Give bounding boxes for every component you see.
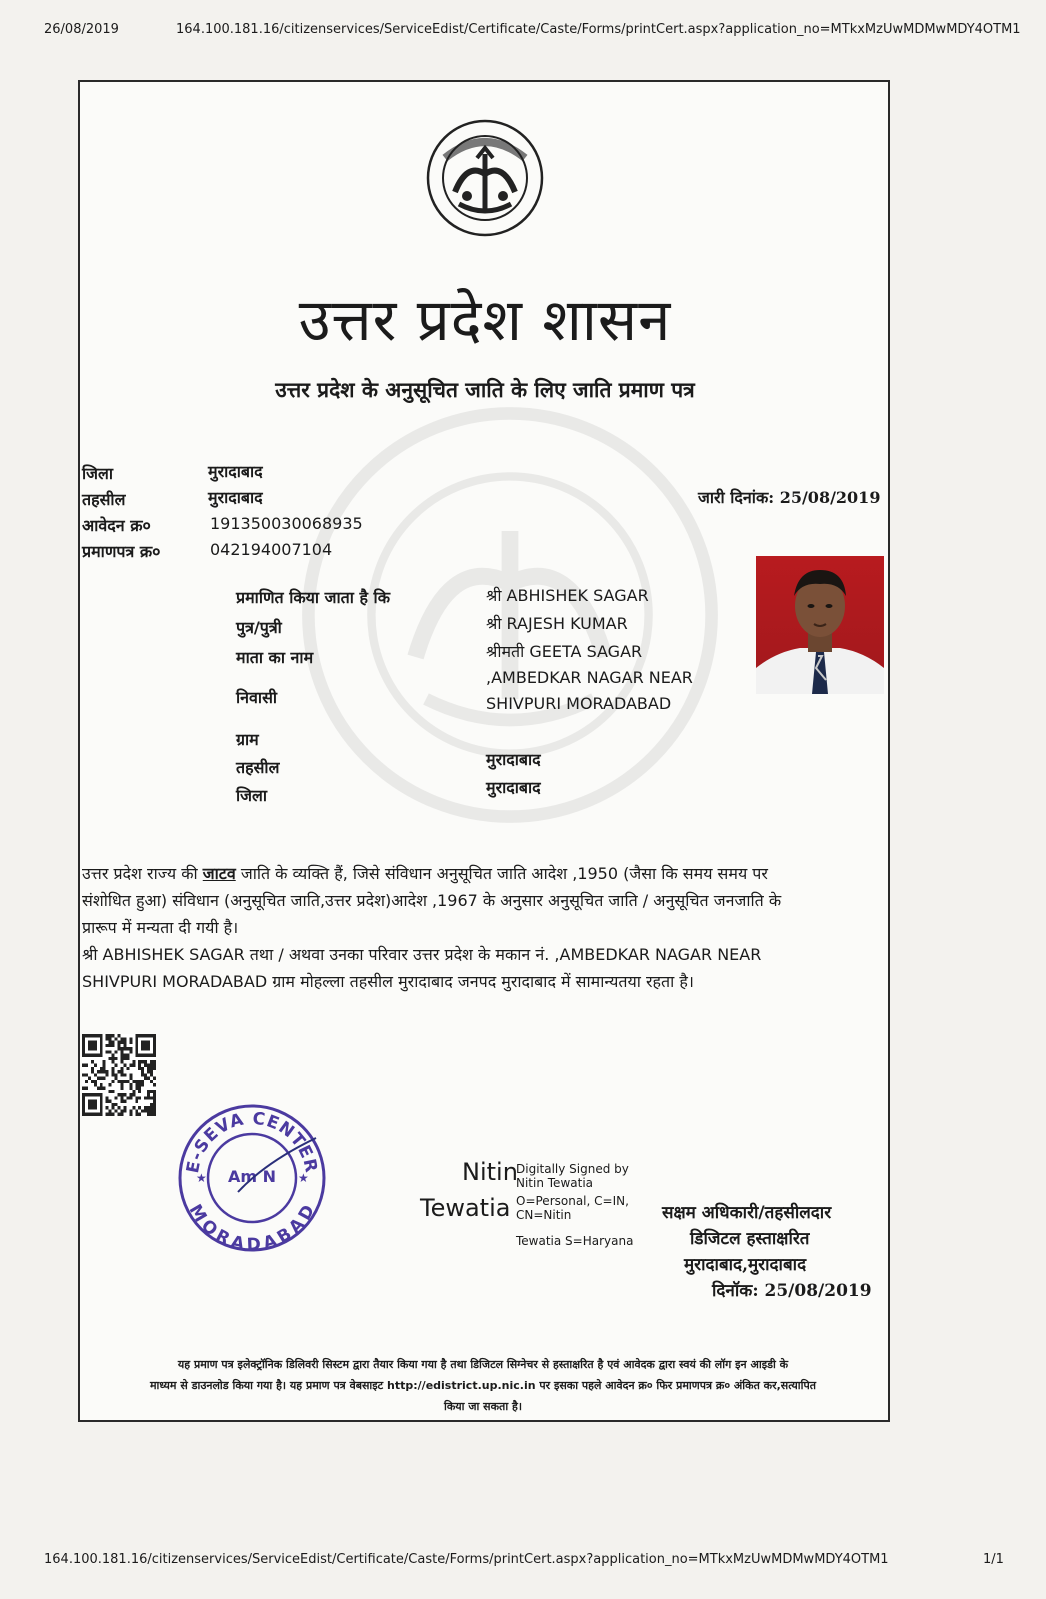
district-label: जिला — [82, 464, 114, 483]
page-title: उत्तर प्रदेश शासन — [298, 286, 672, 354]
tehsil-label: तहसील — [82, 490, 126, 509]
caste-paragraph — [82, 860, 852, 995]
print-date: 26/08/2019 — [44, 22, 119, 37]
person-tehsil-value: मुरादाबाद — [486, 750, 541, 769]
signer-last-name: Tewatia — [420, 1194, 511, 1222]
up-emblem-icon — [425, 118, 545, 238]
signer-first-name: Nitin — [462, 1158, 518, 1186]
tehsil-value: मुरादाबाद — [208, 488, 263, 507]
qr-code-icon — [82, 1034, 156, 1116]
stamp-top-text: E-SEVA CENTER — [183, 1108, 321, 1175]
certificate-subtitle: उत्तर प्रदेश के अनुसूचित जाति के लिए जाति प्रमाण पत्र — [275, 377, 695, 402]
eseva-stamp — [176, 1102, 328, 1254]
person-district-label: जिला — [236, 786, 268, 805]
signature-details: Digitally Signed by Nitin Tewatia O=Personal, C=IN, CN=Nitin — [516, 1162, 629, 1222]
svg-text:★: ★ — [196, 1171, 207, 1185]
mother-name: श्रीमती GEETA SAGAR — [486, 642, 643, 661]
paragraph-text: उत्तर प्रदेश राज्य की — [82, 864, 203, 883]
officer-designation: सक्षम अधिकारी/तहसीलदार — [662, 1203, 832, 1223]
paragraph-line-2: संशोधित हुआ) संविधान (अनुसूचित जाति,उत्तर प्रदेश)आदेश ,1967 के अनुसार अनुसूचित जाति / अनुसूचित जनजाति के — [82, 891, 782, 910]
page-count: 1/1 — [983, 1552, 1004, 1567]
person-district-value: मुरादाबाद — [486, 778, 541, 797]
officer-date: दिनॉक: 25/08/2019 — [712, 1281, 872, 1301]
disclaimer: यह प्रमाण पत्र इलेक्ट्रॉनिक डिलिवरी सिस्टम द्वारा तैयार किया गया है तथा डिजिटल सिग्नेचर से हस्ताक्षरित है एवं आवेदक द्वारा स्वयं की लॉग इन आइडी के माध्यम से डाउनलोड किया गया है। यह प्रमाण पत्र वेबसाइट http://edistrict.up.nic.in पर इसका पहले आवेदन क्र० फिर प्रमाणपत्र क्र० अंकित कर,सत्यापित किया जा सकता है। — [149, 1358, 817, 1413]
caste-name: जाटव — [202, 864, 236, 883]
paragraph-line-3: प्रारूप में मन्यता दी गयी है। — [82, 918, 239, 937]
mother-label: माता का नाम — [236, 648, 314, 667]
officer-location: मुरादाबाद,मुरादाबाद — [684, 1255, 807, 1275]
applicant-photo — [756, 556, 884, 694]
residence-line-2: SHIVPURI MORADABAD ग्राम मोहल्ला तहसील मुरादाबाद जनपद मुरादाबाद में सामान्यतया रहता है। — [82, 972, 694, 991]
certificate-number: 042194007104 — [210, 540, 333, 559]
person-photo-icon — [756, 556, 884, 694]
application-label: आवेदन क्र० — [82, 516, 151, 535]
father-name: श्री RAJESH KUMAR — [486, 614, 628, 633]
svg-text:MORADABAD — [184, 1201, 319, 1254]
stamp-bottom-text: MORADABAD — [184, 1201, 320, 1254]
certificate-label: प्रमाणपत्र क्र० — [82, 542, 161, 561]
address-line-1: ,AMBEDKAR NAGAR NEAR — [486, 668, 693, 687]
district-value: मुरादाबाद — [208, 462, 263, 481]
stamp-center-text: Am N — [227, 1167, 277, 1186]
issue-date: जारी दिनांक: 25/08/2019 — [698, 488, 881, 507]
village-label: ग्राम — [236, 730, 259, 749]
person-tehsil-label: तहसील — [236, 758, 280, 777]
certified-label: प्रमाणित किया जाता है कि — [236, 588, 390, 607]
resident-label: निवासी — [236, 688, 278, 707]
address-line-2: SHIVPURI MORADABAD — [486, 694, 672, 713]
print-url-bottom: 164.100.181.16/citizenservices/ServiceEdist/Certificate/Caste/Forms/printCert.aspx?application_no=MTkxMzUwMDMwMDY4OTM1 — [44, 1552, 889, 1567]
svg-text:E-SEVA CENTER — [183, 1109, 321, 1175]
relation-label: पुत्र/पुत्री — [236, 618, 282, 637]
svg-text:★: ★ — [298, 1171, 309, 1185]
person-name: श्री ABHISHEK SAGAR — [486, 586, 649, 605]
signature-state: Tewatia S=Haryana — [516, 1234, 634, 1248]
residence-line-1: श्री ABHISHEK SAGAR तथा / अथवा उनका परिवार उत्तर प्रदेश के मकान नं. ,AMBEDKAR NAGAR NEAR — [82, 945, 762, 964]
paragraph-text: जाति के व्यक्ति हैं, जिसे संविधान अनुसूचित जाति आदेश ,1950 (जैसा कि समय समय पर — [235, 864, 768, 883]
print-url-top: 164.100.181.16/citizenservices/ServiceEdist/Certificate/Caste/Forms/printCert.aspx?application_no=MTkxMzUwMDMwMDY4OTM1 — [176, 22, 1021, 37]
application-number: 191350030068935 — [210, 514, 363, 533]
digitally-signed: डिजिटल हस्ताक्षरित — [690, 1229, 810, 1249]
